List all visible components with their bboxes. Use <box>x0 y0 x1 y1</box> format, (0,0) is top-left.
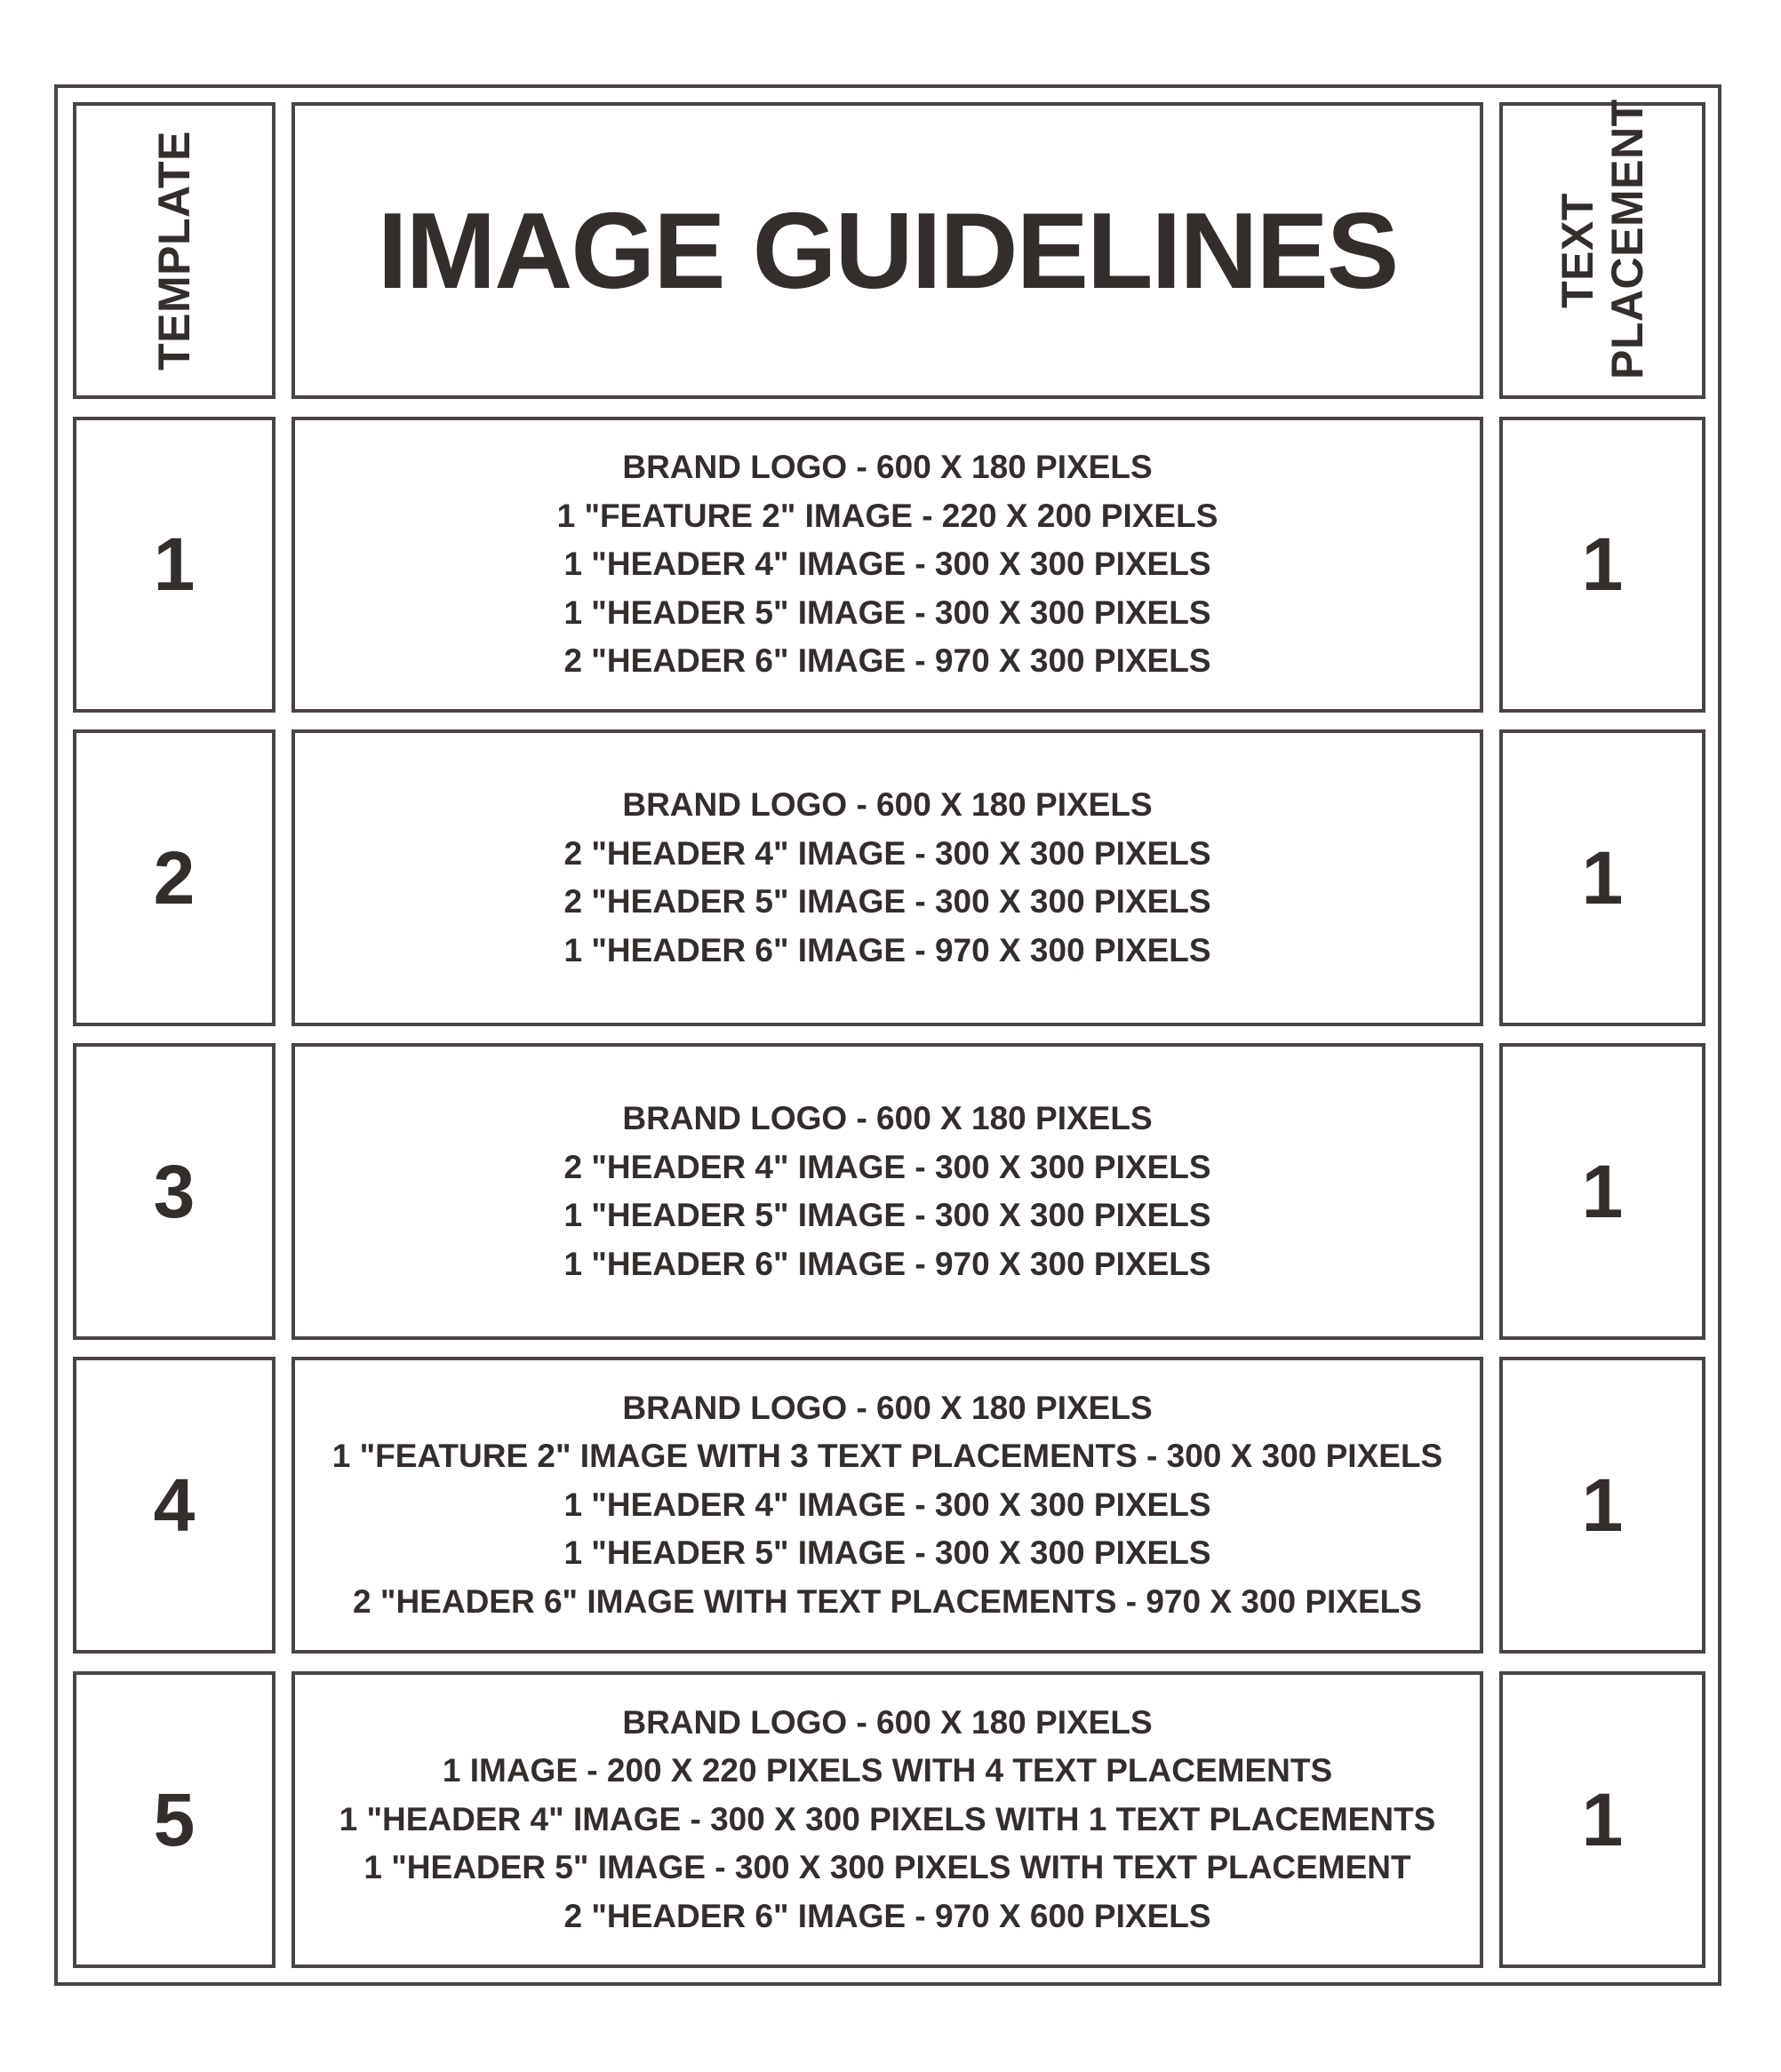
guideline-line: 2 "HEADER 6" IMAGE WITH TEXT PLACEMENTS - 970 X 300 PIXELS <box>353 1582 1422 1620</box>
guidelines-cell <box>292 417 1483 713</box>
header-title-cell <box>292 102 1483 399</box>
guideline-line: 2 "HEADER 6" IMAGE - 970 X 300 PIXELS <box>563 642 1211 680</box>
guideline-line: 2 "HEADER 4" IMAGE - 300 X 300 PIXELS <box>563 1148 1211 1185</box>
template-number: 1 <box>153 522 196 606</box>
guideline-line: 1 "HEADER 4" IMAGE - 300 X 300 PIXELS <box>563 1486 1211 1523</box>
template-number-cell <box>73 1043 276 1340</box>
guideline-line: 2 "HEADER 4" IMAGE - 300 X 300 PIXELS <box>563 834 1211 872</box>
text-placement-number: 1 <box>1581 1462 1624 1547</box>
header-template-cell <box>73 102 276 399</box>
guideline-line: BRAND LOGO - 600 X 180 PIXELS <box>622 786 1153 823</box>
text-placement-label-line2: PLACEMENT <box>1602 99 1652 379</box>
text-placement-cell <box>1499 417 1705 713</box>
guideline-line: 1 "HEADER 6" IMAGE - 970 X 300 PIXELS <box>563 1245 1211 1282</box>
guideline-line: 1 "HEADER 4" IMAGE - 300 X 300 PIXELS WITH 1 TEXT PLACEMENTS <box>339 1800 1436 1837</box>
guideline-lines <box>563 1095 1210 1288</box>
template-column-label: TEMPLATE <box>149 131 200 371</box>
guideline-line: 1 "HEADER 4" IMAGE - 300 X 300 PIXELS <box>563 546 1211 583</box>
text-placement-number: 1 <box>1581 522 1624 606</box>
text-placement-cell <box>1499 1357 1705 1654</box>
guidelines-cell <box>292 1357 1483 1654</box>
guidelines-cell <box>292 1043 1483 1340</box>
guideline-line: BRAND LOGO - 600 X 180 PIXELS <box>622 1389 1153 1426</box>
template-number: 3 <box>153 1149 196 1233</box>
guideline-line: 1 "FEATURE 2" IMAGE WITH 3 TEXT PLACEMENTS - 300 X 300 PIXELS <box>331 1438 1443 1475</box>
guideline-line: 2 "HEADER 6" IMAGE - 970 X 600 PIXELS <box>563 1897 1211 1934</box>
guideline-line: 2 "HEADER 5" IMAGE - 300 X 300 PIXELS <box>563 883 1211 920</box>
guideline-line: BRAND LOGO - 600 X 180 PIXELS <box>622 1100 1153 1136</box>
guideline-line: 1 "FEATURE 2" IMAGE - 220 X 200 PIXELS <box>556 497 1218 534</box>
template-number-cell <box>73 729 276 1026</box>
template-number-cell <box>73 1671 276 1968</box>
guideline-line: 1 "HEADER 5" IMAGE - 300 X 300 PIXELS <box>563 1534 1211 1572</box>
text-placement-cell <box>1499 1043 1705 1340</box>
template-number-cell <box>73 1357 276 1654</box>
guideline-line: 1 "HEADER 5" IMAGE - 300 X 300 PIXELS <box>563 1197 1211 1233</box>
guideline-line: BRAND LOGO - 600 X 180 PIXELS <box>622 449 1153 486</box>
template-number: 2 <box>153 835 196 920</box>
text-placement-number: 1 <box>1581 1777 1624 1861</box>
text-placement-cell <box>1499 1671 1705 1968</box>
guideline-line: 1 "HEADER 5" IMAGE - 300 X 300 PIXELS WITH TEXT PLACEMENT <box>363 1849 1411 1886</box>
guideline-line: 1 "HEADER 6" IMAGE - 970 X 300 PIXELS <box>563 931 1211 968</box>
text-placement-column-label <box>1553 99 1652 379</box>
header-text-placement-cell <box>1499 99 1705 399</box>
template-number-cell <box>73 417 276 713</box>
template-number: 5 <box>153 1777 196 1861</box>
guideline-lines <box>339 1699 1436 1941</box>
text-placement-number: 1 <box>1581 1149 1624 1233</box>
guidelines-cell <box>292 1671 1483 1968</box>
page-title: IMAGE GUIDELINES <box>377 190 1398 311</box>
guideline-line: 1 "HEADER 5" IMAGE - 300 X 300 PIXELS <box>563 594 1211 631</box>
text-placement-number: 1 <box>1581 835 1624 920</box>
guideline-lines <box>332 1384 1442 1627</box>
guideline-lines <box>563 781 1210 975</box>
guidelines-cell <box>292 729 1483 1026</box>
text-placement-cell <box>1499 729 1705 1026</box>
guideline-lines <box>557 443 1218 686</box>
guideline-line: 1 IMAGE - 200 X 220 PIXELS WITH 4 TEXT PLACEMENTS <box>442 1752 1333 1789</box>
guideline-line: BRAND LOGO - 600 X 180 PIXELS <box>622 1703 1153 1741</box>
template-number: 4 <box>153 1462 196 1547</box>
text-placement-label-line1: TEXT <box>1553 193 1602 308</box>
